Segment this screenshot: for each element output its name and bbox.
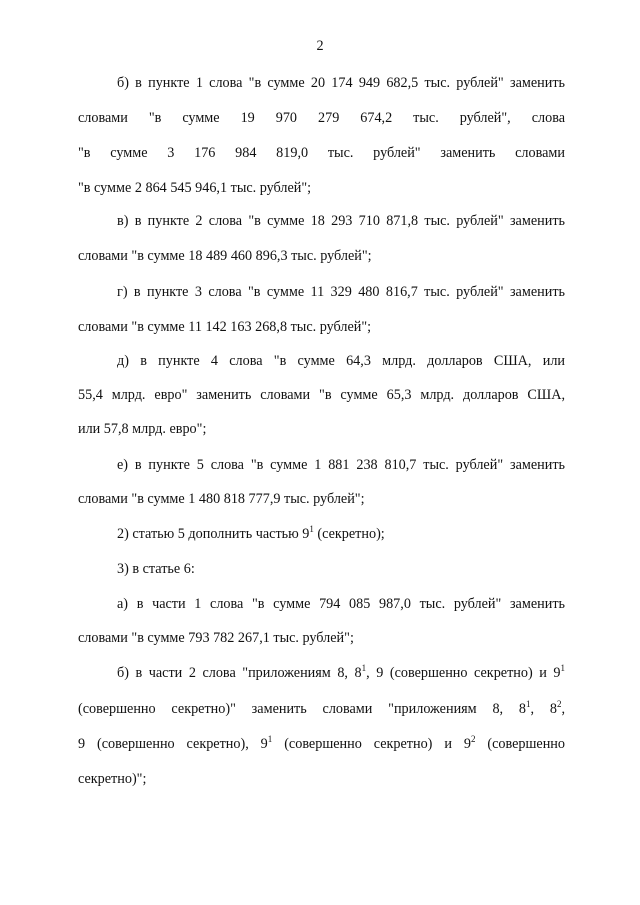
text-line: 9 (совершенно секретно), $9^1$ (совершенно секретно) и $9^2$ (совершенно: [78, 734, 565, 752]
text-line: 55,4 млрд. евро" заменить словами "в сумме 65,3 млрд. долларов США,: [78, 387, 565, 403]
text-line: словами "в сумме 11 142 163 268,8 тыс. рублей";: [78, 319, 372, 335]
text-line: е) в пункте 5 слова "в сумме 1 881 238 810,7 тыс. рублей" заменить: [117, 457, 565, 473]
text-line: "в сумме 2 864 545 946,1 тыс. рублей";: [78, 180, 312, 196]
text-line: словами "в сумме 18 489 460 896,3 тыс. рублей";: [78, 248, 372, 264]
text-line: б) в части 2 слова "приложениям 8, $8^1$, 9 (совершенно секретно) и $9^1$: [117, 663, 565, 681]
text-line: в) в пункте 2 слова "в сумме 18 293 710 871,8 тыс. рублей" заменить: [117, 213, 565, 229]
text-line: (совершенно секретно)" заменить словами "приложениям 8, $8^1$, $8^2$,: [78, 699, 566, 717]
text-line: б) в пункте 1 слова "в сумме 20 174 949 682,5 тыс. рублей" заменить: [117, 75, 565, 91]
text-line: словами "в сумме 1 480 818 777,9 тыс. рублей";: [78, 491, 365, 507]
text-line: 2) статью 5 дополнить частью $9^1$ (секретно);: [117, 524, 385, 542]
text-line: 3) в статье 6:: [117, 561, 195, 577]
text-line: г) в пункте 3 слова "в сумме 11 329 480 816,7 тыс. рублей" заменить: [117, 284, 565, 300]
text-line: д) в пункте 4 слова "в сумме 64,3 млрд. долларов США, или: [117, 353, 565, 369]
text-line: словами "в сумме 19 970 279 674,2 тыс. рублей", слова: [78, 110, 565, 126]
page-number: 2: [316, 38, 324, 54]
text-line: секретно)";: [78, 771, 147, 787]
text-line: словами "в сумме 793 782 267,1 тыс. рублей";: [78, 630, 354, 646]
text-line: а) в части 1 слова "в сумме 794 085 987,0 тыс. рублей" заменить: [117, 596, 565, 612]
text-line: "в сумме 3 176 984 819,0 тыс. рублей" заменить словами: [78, 145, 565, 161]
text-line: или 57,8 млрд. евро";: [78, 421, 207, 437]
